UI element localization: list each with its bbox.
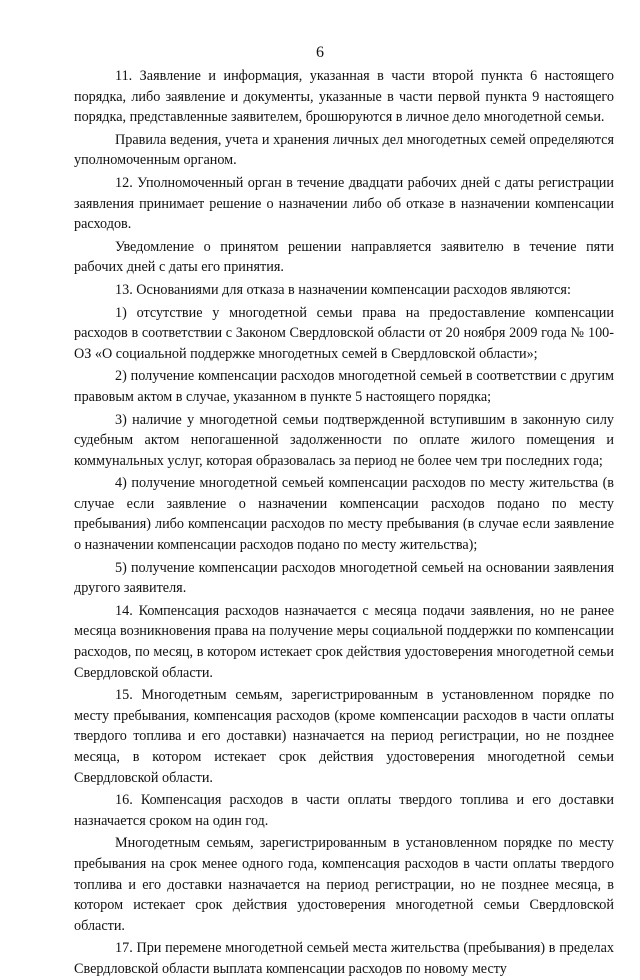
document-body xyxy=(74,66,614,980)
paragraph-12: 12. Уполномоченный орган в течение двадцати рабочих дней с даты регистрации заявления принимает решение о назначении либо об отказе в назначении компенсации расходов. xyxy=(74,174,614,233)
paragraph-14: 14. Компенсация расходов назначается с месяца подачи заявления, но не ранее месяца возникновения права на получение меры социальной поддержки по компенсации расходов, по месяц, в котором истекает срок действия удостоверения многодетной семьи Свердловской области. xyxy=(74,602,614,681)
paragraph-12-notice: Уведомление о принятом решении направляется заявителю в течение пяти рабочих дней с даты его принятия. xyxy=(74,238,614,276)
paragraph-13-item-2: 2) получение компенсации расходов многодетной семьей в соответствии с другим правовым актом в случае, указанном в пункте 5 настоящего порядка; xyxy=(74,368,614,405)
paragraph-13-item-4: 4) получение многодетной семьей компенсации расходов по месту жительства (в случае если заявление о назначении компенсации расходов подано по месту пребывания) либо компенсации расходов по месту пребывания (в случае если заявление о назначении компенсации расходов подано по месту жительства); xyxy=(74,475,614,554)
paragraph-15: 15. Многодетным семьям, зарегистрированным в установленном порядке по месту пребывания, компенсация расходов (кроме компенсации расходов в части оплаты твердого топлива и его доставки) назначается на период регистрации, но не позднее месяца, в котором истекает срок действия удостоверения многодетной семьи Свердловской области. xyxy=(74,687,614,786)
paragraph-17: 17. При перемене многодетной семьей места жительства (пребывания) в пределах Свердловской области выплата компенсации расходов по новому месту xyxy=(74,940,614,977)
paragraph-13-item-3: 3) наличие у многодетной семьи подтвержденной вступившим в законную силу судебным актом непогашенной задолженности по оплате жилого помещения и коммунальных услуг, которая образовалась за период не более чем три последних года; xyxy=(74,411,614,469)
paragraph-13-item-1: 1) отсутствие у многодетной семьи права на предоставление компенсации расходов в соответствии с Законом Свердловской области от 20 ноября 2009 года № 100-ОЗ «О социальной поддержке многодетных семей в Свердловской области»; xyxy=(74,304,614,362)
paragraph-13: 13. Основаниями для отказа в назначении компенсации расходов являются: xyxy=(115,281,571,298)
paragraph-11-rules: Правила ведения, учета и хранения личных дел многодетных семей определяются уполномоченным органом. xyxy=(74,131,614,169)
paragraph-16-temporary: Многодетным семьям, зарегистрированным в установленном порядке по месту пребывания на срок менее одного года, компенсация расходов в части оплаты твердого топлива и его доставки назначается на период регистрации, но не позднее месяца, в котором истекает срок действия удостоверения многодетной семьи Свердловской области. xyxy=(74,835,614,934)
page-number: 6 xyxy=(316,44,324,61)
paragraph-11: 11. Заявление и информация, указанная в части второй пункта 6 настоящего порядка, либо заявление и документы, указанные в части первой пункта 9 настоящего порядка, представленные заявителем, брошюруются в личное дело многодетной семьи. xyxy=(74,68,614,126)
paragraph-13-item-5: 5) получение компенсации расходов многодетной семьей на основании заявления другого заявителя. xyxy=(74,559,614,597)
paragraph-16: 16. Компенсация расходов в части оплаты твердого топлива и его доставки назначается сроком на один год. xyxy=(74,792,614,829)
